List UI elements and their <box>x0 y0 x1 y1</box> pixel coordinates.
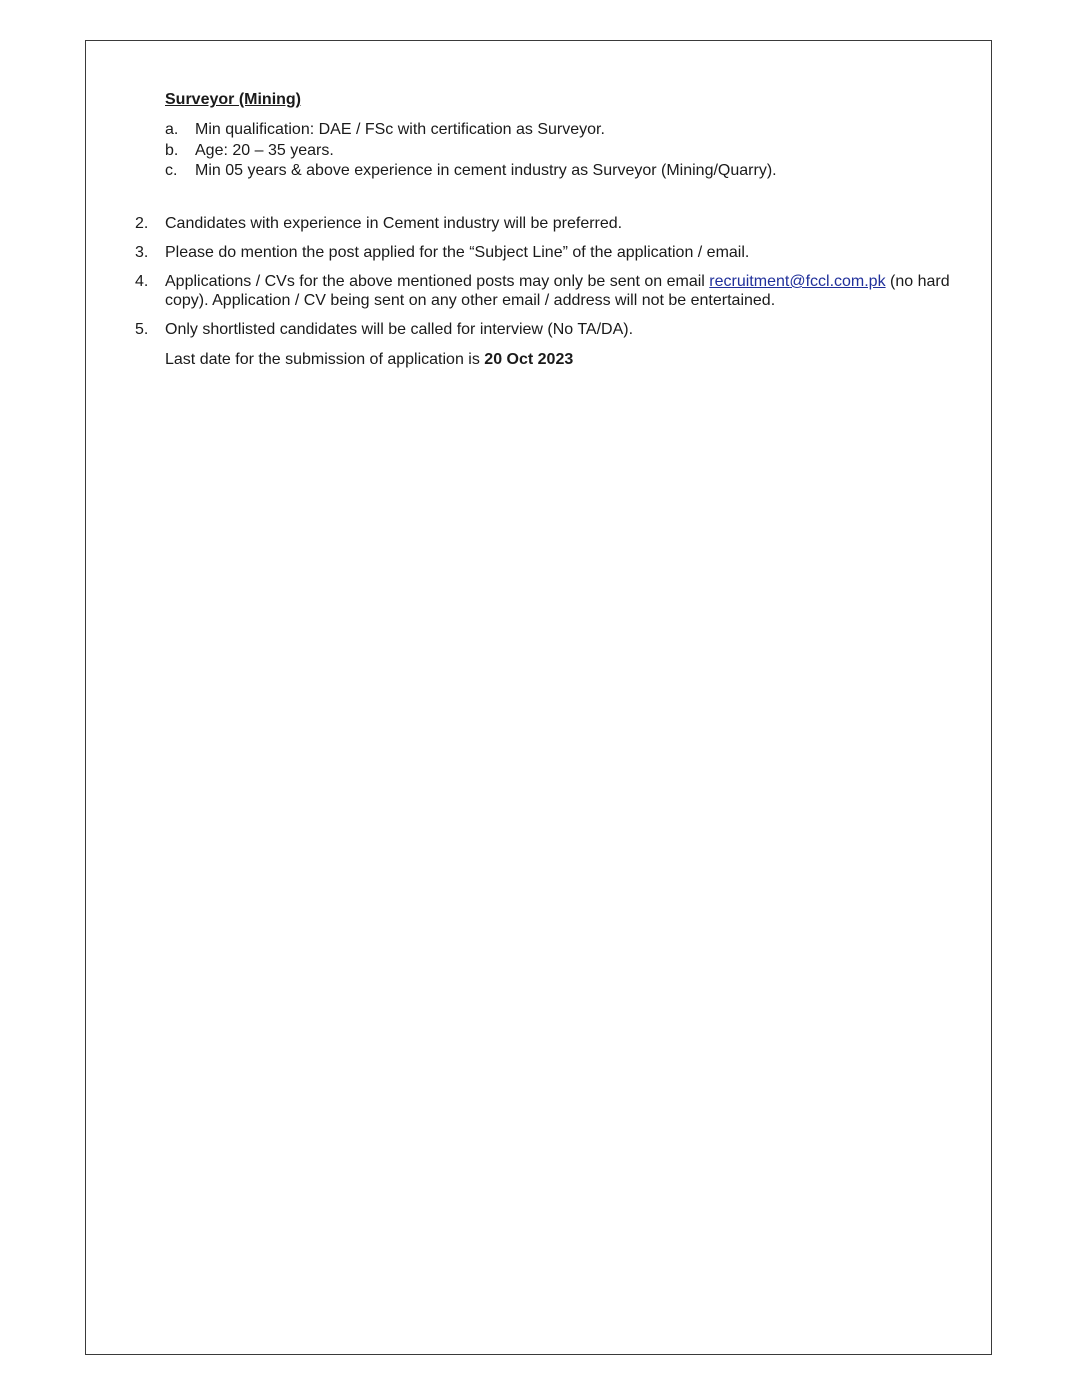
list-marker: 4. <box>135 273 149 290</box>
last-date-value: 20 Oct 2023 <box>484 351 574 368</box>
last-date-label: Last date for the submission of application is <box>165 351 485 368</box>
list-item <box>135 243 985 262</box>
list-item <box>135 320 985 339</box>
list-item <box>165 141 777 162</box>
list-item-text: Min qualification: DAE / FSc with certification as Surveyor. <box>195 121 605 138</box>
list-item <box>135 214 985 233</box>
list-item <box>135 272 985 310</box>
list-item <box>165 161 777 182</box>
email-link[interactable]: recruitment@fccl.com.pk <box>709 273 886 290</box>
list-marker: 3. <box>135 244 149 261</box>
list-marker: b. <box>165 141 179 159</box>
list-item <box>165 120 777 141</box>
list-marker: a. <box>165 121 179 138</box>
instructions-list <box>135 214 985 349</box>
list-item-text: Please do mention the post applied for the “Subject Line” of the application / email. <box>165 244 750 261</box>
list-item-text: Min 05 years & above experience in cement industry as Surveyor (Mining/Quarry). <box>195 162 777 179</box>
list-item-text: Only shortlisted candidates will be called for interview (No TA/DA). <box>165 321 634 338</box>
list-item-text: Age: 20 – 35 years. <box>195 141 334 159</box>
list-marker: c. <box>165 162 178 179</box>
text-before-email: Applications / CVs for the above mentioned posts may only be sent on email <box>165 273 710 290</box>
requirements-list <box>165 120 777 182</box>
list-marker: 5. <box>135 321 149 338</box>
list-marker: 2. <box>135 215 149 232</box>
list-item-text <box>165 272 985 310</box>
section-heading: Surveyor (Mining) <box>165 91 302 108</box>
list-item-text: Candidates with experience in Cement industry will be preferred. <box>165 215 623 232</box>
text-after-email: (no hard copy). Application / CV being sent on any other email / address will not be entertained. <box>165 273 950 309</box>
last-date-note <box>165 350 573 369</box>
